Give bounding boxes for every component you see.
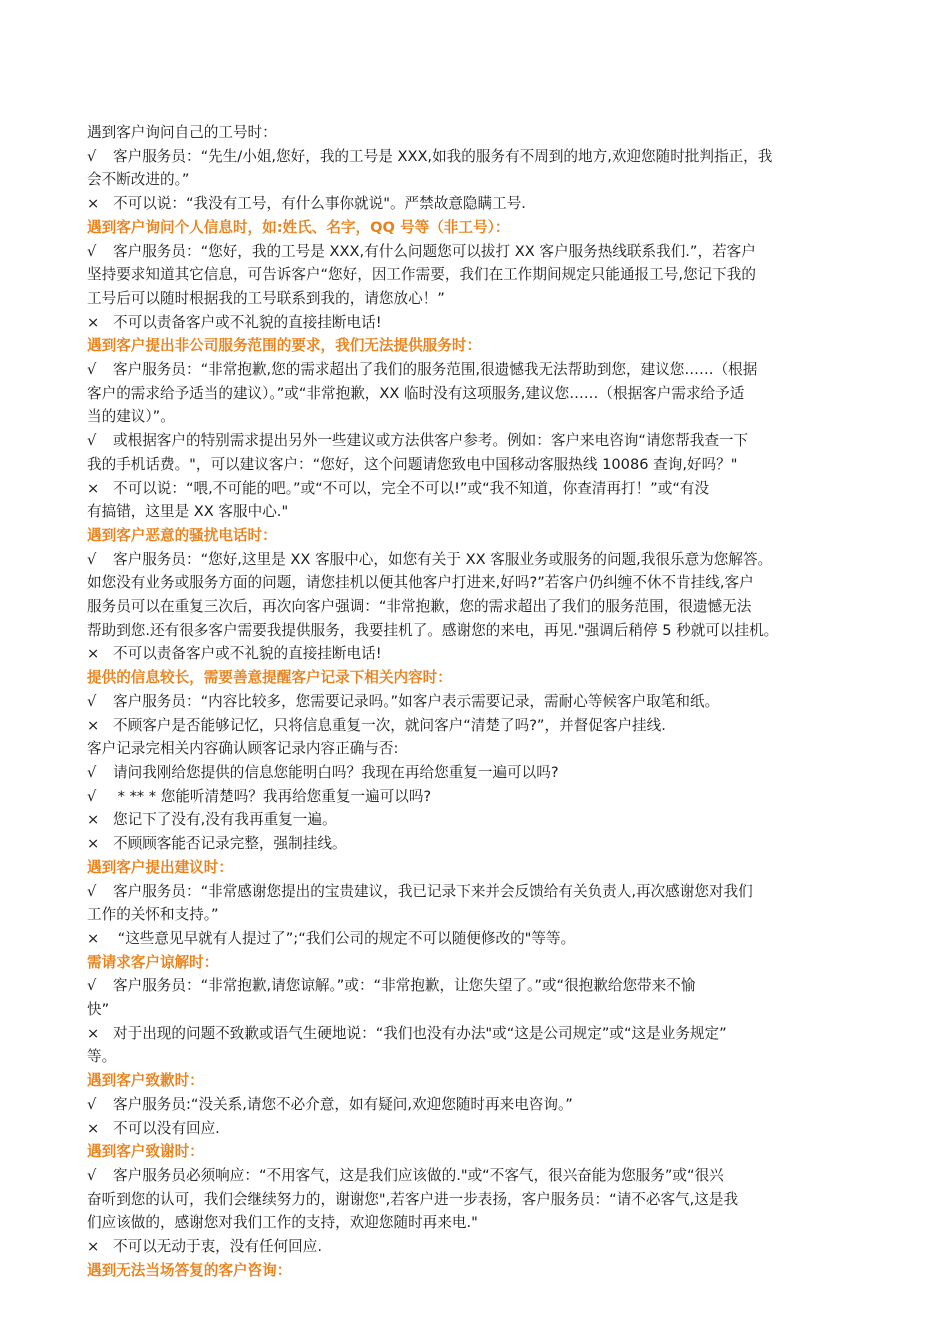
line-text: 客户记录完相关内容确认顾客记录内容正确与否: [87, 740, 399, 758]
text-line [87, 737, 867, 761]
line-text: 客户服务员：“您好，我的工号是 XXX,有什么问题您可以拔打 XX 客户服务热线联系我们.”，若客户 [113, 242, 756, 260]
cross-mark: × [87, 811, 100, 829]
line-text: 需请求客户谅解时： [87, 953, 219, 971]
section-heading [87, 951, 867, 975]
check-mark: √ [87, 1166, 97, 1184]
line-text: 工作的关怀和支持。” [87, 906, 219, 924]
text-line [87, 1117, 867, 1141]
line-text: 不可以说：“我没有工号，有什么事你就说"。严禁故意隐瞒工号. [113, 195, 526, 213]
line-text: 遇到无法当场答复的客户咨询： [87, 1261, 292, 1279]
text-line [87, 974, 867, 998]
line-text: 遇到客户询问个人信息时，如:姓氏、名字，QQ 号等（非工号）： [87, 218, 510, 236]
line-text: 客户服务员：“先生/小姐,您好，我的工号是 XXX,如我的服务有不周到的地方,欢迎您随时批判指正，我 [113, 147, 773, 165]
line-text: 客户服务员：“您好,这里是 XX 客服中心，如您有关于 XX 客服业务或服务的问题,我很乐意为您解答。 [113, 550, 773, 568]
line-text: 帮助到您.还有很多客户需要我提供服务，我要挂机了。感谢您的来电，再见."强调后稍停 5 秒就可以挂机。 [87, 621, 779, 639]
text-line [87, 1211, 867, 1235]
line-text: 遇到客户致歉时： [87, 1072, 204, 1090]
document-body [87, 121, 867, 1282]
text-line [87, 263, 867, 287]
text-line [87, 714, 867, 738]
text-line [87, 1164, 867, 1188]
line-text: 不可以没有回应. [113, 1119, 220, 1137]
section-heading [87, 1259, 867, 1283]
text-line [87, 453, 867, 477]
line-text: 客户服务员:“没关系,请您不必介意，如有疑问,欢迎您随时再来电咨询。” [113, 1095, 573, 1113]
text-line [87, 1188, 867, 1212]
cross-mark: × [87, 645, 100, 663]
section-heading [87, 856, 867, 880]
section-heading [87, 1140, 867, 1164]
text-line [87, 168, 867, 192]
text-line [87, 690, 867, 714]
text-line [87, 1235, 867, 1259]
section-heading [87, 334, 867, 358]
section-heading [87, 524, 867, 548]
text-line [87, 571, 867, 595]
line-text: 快” [87, 1001, 110, 1019]
line-text: 对于出现的问题不致歉或语气生硬地说：“我们也没有办法"或“这是公司规定”或“这是业务规定” [113, 1024, 727, 1042]
check-mark: √ [87, 147, 97, 165]
text-line [87, 785, 867, 809]
line-text: 等。 [87, 1048, 117, 1066]
line-text: 遇到客户致谢时： [87, 1143, 204, 1161]
cross-mark: × [87, 716, 100, 734]
line-text: 如您没有业务或服务方面的问题，请您挂机以便其他客户打进来,好吗?”若客户仍纠缠不休不肯挂线,客户 [87, 574, 754, 592]
line-text: 提供的信息较长，需要善意提醒客户记录下相关内容时： [87, 669, 452, 687]
check-mark: √ [87, 1095, 97, 1113]
text-line [87, 903, 867, 927]
line-text: 遇到客户提出建议时： [87, 858, 233, 876]
text-line [87, 1022, 867, 1046]
line-text: 遇到客户恶意的骚扰电话时： [87, 526, 277, 544]
line-text: 客户的需求给予适当的建议）。”或“非常抱歉，XX 临时没有这项服务,建议您……（根据客户需求给予适 [87, 384, 745, 402]
text-line [87, 548, 867, 572]
check-mark: √ [87, 242, 97, 260]
text-line [87, 642, 867, 666]
text-line [87, 619, 867, 643]
text-line [87, 477, 867, 501]
text-line [87, 998, 867, 1022]
check-mark: √ [87, 787, 97, 805]
line-text: 不可以责备客户或不礼貌的直接挂断电话! [113, 645, 382, 663]
text-line [87, 382, 867, 406]
line-text: 不顾顾客能否记录完整，强制挂线。 [113, 835, 347, 853]
section-heading [87, 666, 867, 690]
line-text: 服务员可以在重复三次后，再次向客户强调：“非常抱歉，您的需求超出了我们的服务范围，很遗憾无法 [87, 598, 752, 616]
section-heading [87, 1069, 867, 1093]
line-text: 不可以责备客户或不礼貌的直接挂断电话! [113, 313, 382, 331]
check-mark: √ [87, 882, 97, 900]
line-text: 客户服务员：“非常感谢您提出的宝贵建议，我已记录下来并会反馈给有关负责人,再次感谢您对我们 [113, 882, 753, 900]
text-line [87, 1045, 867, 1069]
line-text: 遇到客户提出非公司服务范围的要求，我们无法提供服务时： [87, 337, 482, 355]
check-mark: √ [87, 361, 97, 379]
cross-mark: × [87, 1238, 100, 1256]
check-mark: √ [87, 692, 97, 710]
line-text: 坚持要求知道其它信息，可告诉客户“您好，因工作需要，我们在工作期间规定只能通报工号,您记下我的 [87, 266, 756, 284]
text-line [87, 121, 867, 145]
line-text: 不可以无动于衷，没有任何回应. [113, 1238, 322, 1256]
line-text: “这些意见早就有人提过了”;“我们公司的规定不可以随便修改的"等等。 [113, 929, 576, 947]
text-line [87, 405, 867, 429]
line-text: 们应该做的，感谢您对我们工作的支持，欢迎您随时再来电." [87, 1214, 478, 1232]
cross-mark: × [87, 1119, 100, 1137]
cross-mark: × [87, 195, 100, 213]
line-text: 当的建议）”。 [87, 408, 175, 426]
text-line [87, 832, 867, 856]
line-text: 客户服务员：“非常抱歉,请您谅解。”或：“非常抱歉，让您失望了。”或“很抱歉给您带来不愉 [113, 977, 696, 995]
text-line [87, 287, 867, 311]
line-text: 不可以说：“喂,不可能的吧。”或“不可以，完全不可以!”或“我不知道，你查清再打！”或“有没 [113, 479, 710, 497]
line-text: 遇到客户询问自己的工号时： [87, 124, 277, 141]
cross-mark: × [87, 479, 100, 497]
text-line [87, 880, 867, 904]
line-text: 或根据客户的特别需求提出另外一些建议或方法供客户参考。例如：客户来电咨询“请您帮我查一下 [113, 432, 749, 450]
text-line [87, 927, 867, 951]
text-line [87, 595, 867, 619]
line-text: 客户服务员：“内容比较多，您需要记录吗。”如客户表示需要记录，需耐心等候客户取笔和纸。 [113, 692, 720, 710]
check-mark: √ [87, 550, 97, 568]
line-text: 有搞错，这里是 XX 客服中心." [87, 503, 289, 521]
text-line [87, 358, 867, 382]
text-line [87, 145, 867, 169]
line-text: 会不断改进的。” [87, 171, 190, 189]
cross-mark: × [87, 313, 100, 331]
line-text: * ** * 您能听清楚吗？我再给您重复一遍可以吗? [113, 787, 432, 805]
text-line [87, 311, 867, 335]
cross-mark: × [87, 1024, 100, 1042]
check-mark: √ [87, 432, 97, 450]
line-text: 客户服务员：“非常抱歉,您的需求超出了我们的服务范围,很遗憾我无法帮助到您，建议您……（根据 [113, 361, 758, 379]
line-text: 不顾客户是否能够记忆，只将信息重复一次，就问客户“清楚了吗?”，并督促客户挂线. [113, 716, 666, 734]
check-mark: √ [87, 763, 97, 781]
section-heading [87, 216, 867, 240]
cross-mark: × [87, 929, 100, 947]
cross-mark: × [87, 835, 100, 853]
line-text: 请问我刚给您提供的信息您能明白吗？我现在再给您重复一遍可以吗? [113, 763, 559, 781]
line-text: 客户服务员必须响应：“不用客气，这是我们应该做的."或“不客气，很兴奋能为您服务”或“很兴 [113, 1166, 724, 1184]
line-text: 我的手机话费。"，可以建议客户：“您好，这个问题请您致电中国移动客服热线 10086 查询,好吗？" [87, 455, 738, 473]
check-mark: √ [87, 977, 97, 995]
text-line [87, 808, 867, 832]
text-line [87, 192, 867, 216]
text-line [87, 761, 867, 785]
line-text: 工号后可以随时根据我的工号联系到我的，请您放心！” [87, 289, 445, 307]
text-line [87, 500, 867, 524]
text-line [87, 240, 867, 264]
text-line [87, 1093, 867, 1117]
line-text: 奋听到您的认可，我们会继续努力的，谢谢您",若客户进一步表扬，客户服务员：“请不必客气,这是我 [87, 1190, 739, 1208]
line-text: 您记下了没有,没有我再重复一遍。 [113, 811, 337, 829]
text-line [87, 429, 867, 453]
